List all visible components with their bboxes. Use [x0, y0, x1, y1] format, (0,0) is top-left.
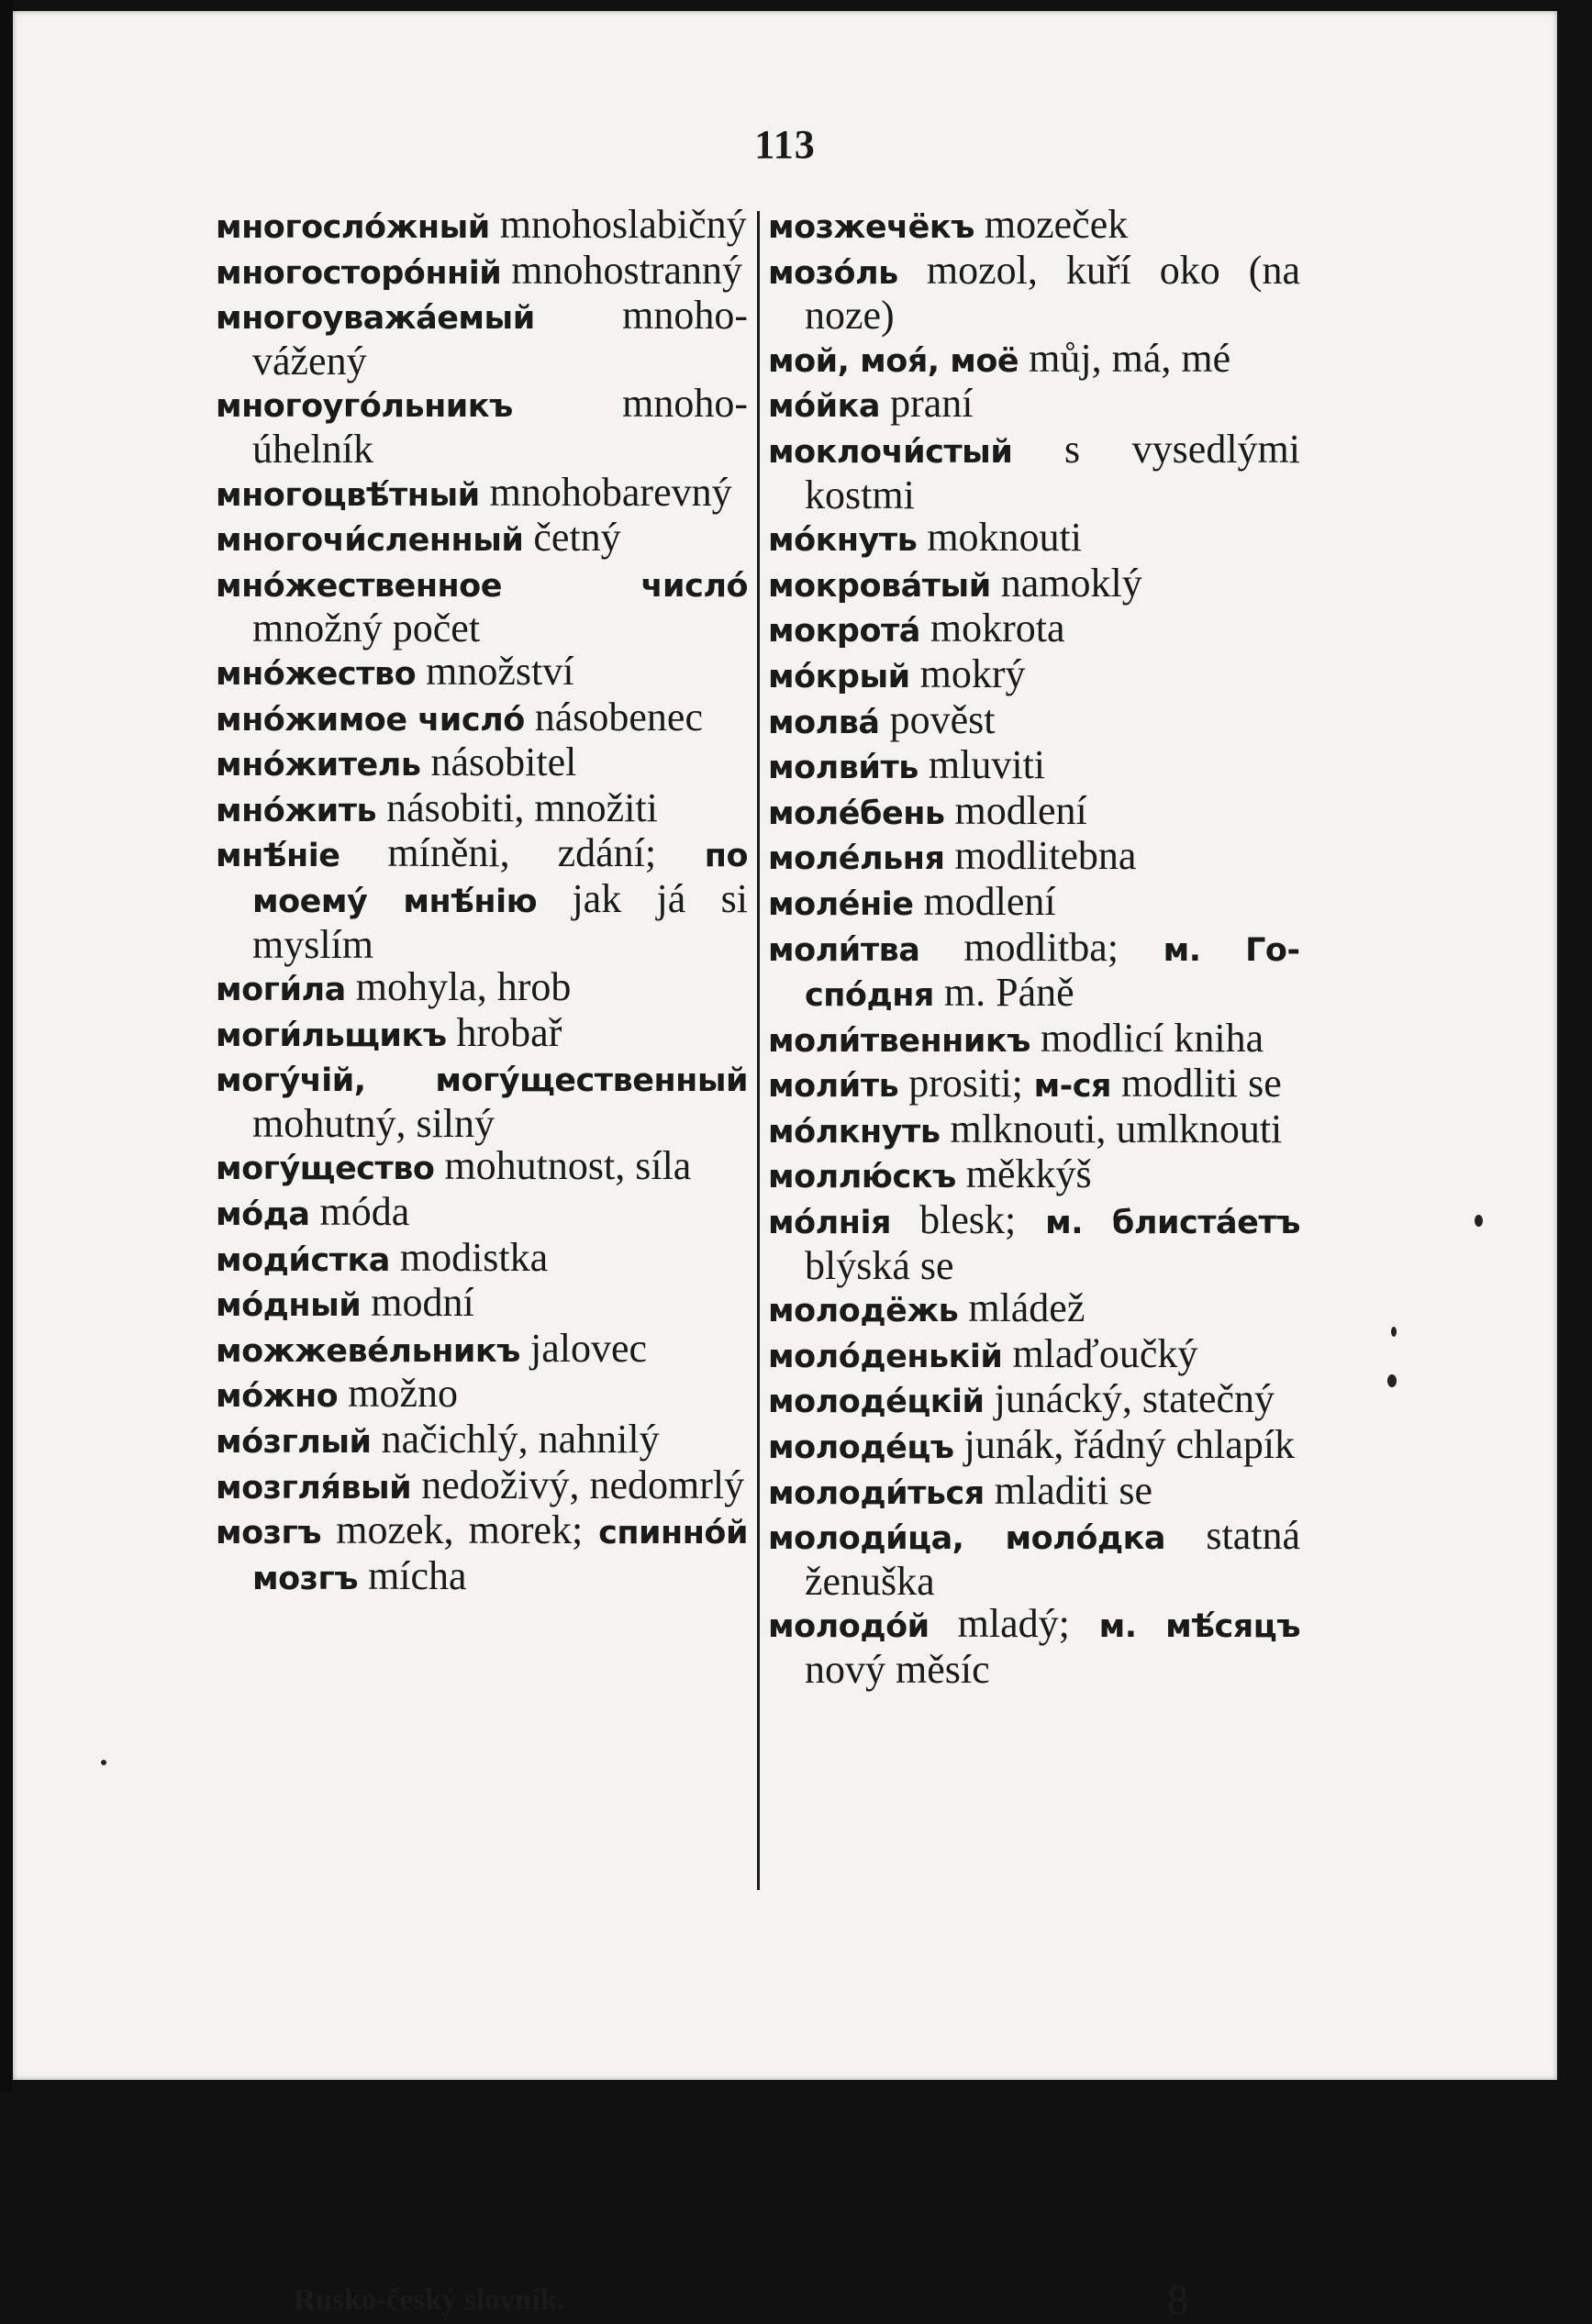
entry-translation: násobitel [420, 739, 577, 785]
entry-headword: мо́лкнуть [768, 1113, 941, 1151]
entry-headword: мно́житель [216, 747, 421, 784]
entry-translation: můj, má, mé [1019, 335, 1231, 381]
dictionary-entry [768, 562, 1300, 608]
entry-headword: мо́дный [216, 1287, 362, 1325]
entry-subtranslation: nový měsíc [805, 1647, 990, 1692]
entry-translation: mnohoslabičný [489, 202, 747, 247]
entry-headword: моле́льня [768, 840, 945, 878]
entry-translation: statná ženuška [805, 1513, 1300, 1604]
entry-translation: měkkýš [955, 1151, 1092, 1197]
entry-headword: могу́чiй, могу́щественный [216, 1062, 748, 1100]
dictionary-entry [216, 247, 748, 295]
dictionary-entry [216, 1234, 748, 1283]
entry-headword: многоуго́льникъ [216, 388, 513, 426]
scan-speck [1475, 1215, 1483, 1227]
entry-translation: množný počet [252, 606, 481, 651]
dictionary-entry [768, 1062, 1300, 1108]
entry-translation: míněni, zdání; [340, 830, 657, 876]
entry-translation: jalovec [519, 1325, 648, 1371]
entry-translation: množství [416, 648, 574, 694]
entry-headword: мозо́ль [768, 254, 898, 292]
scan-speck [101, 1760, 106, 1765]
entry-translation: mozek, morek; [321, 1507, 584, 1553]
dictionary-entry [768, 1199, 1300, 1287]
dictionary-entry [216, 1145, 748, 1191]
entry-translation: s vysedlými kostmi [805, 426, 1300, 517]
entry-headword: молодёжь [768, 1293, 959, 1330]
dictionary-entry [768, 650, 1300, 699]
entry-headword: мо́зглый [216, 1424, 372, 1462]
entry-headword: мно́жество [216, 655, 417, 693]
scan-speck [1391, 1327, 1397, 1337]
dictionary-entry [216, 469, 748, 517]
scan-speck [1387, 1374, 1397, 1387]
entry-headword: мо́кнуть [768, 522, 918, 560]
entry-headword: многосло́жный [216, 209, 490, 246]
dictionary-entry [216, 517, 748, 562]
dictionary-entry [216, 832, 748, 966]
dictionary-entry [768, 1515, 1300, 1603]
entry-translation: možno [338, 1371, 458, 1417]
book-page [13, 11, 1557, 2323]
entry-headword: мокрота́ [768, 613, 920, 650]
entry-headword: мо́жно [216, 1378, 339, 1416]
dictionary-entry [768, 1017, 1300, 1063]
entry-subtranslation: modliti se [1110, 1061, 1282, 1106]
entry-subheadword: спинно́й мозгъ [252, 1515, 748, 1597]
entry-translation: modní [361, 1280, 474, 1326]
dictionary-entry [216, 295, 748, 383]
entry-headword: моди́стка [216, 1241, 390, 1279]
entry-headword: многочи́сленный [216, 522, 524, 560]
dictionary-entry [768, 247, 1300, 339]
dictionary-entry [216, 1057, 748, 1145]
entry-headword: моле́нiе [768, 885, 914, 923]
entry-headword: можжеве́льникъ [216, 1332, 520, 1370]
entry-subtranslation: jak já si myslím [252, 875, 749, 967]
dictionary-entry [216, 1509, 748, 1600]
entry-translation: prositi; [898, 1061, 1023, 1106]
dictionary-entry [768, 1603, 1300, 1691]
entry-headword: мозжечёкъ [768, 209, 974, 246]
entry-headword: мно́жимое число́ [216, 701, 525, 739]
scan-edge [0, 0, 13, 2092]
page-number: 113 [754, 122, 816, 167]
dictionary-entry [768, 1108, 1300, 1154]
dictionary-entry [768, 878, 1300, 927]
entry-translation: modlení [944, 787, 1087, 833]
dictionary-entry [216, 1191, 748, 1237]
dictionary-entry [768, 835, 1300, 881]
entry-translation: modistka [389, 1234, 549, 1280]
entry-translation: modlení [913, 878, 1056, 924]
dictionary-entry [768, 696, 1300, 745]
entry-headword: мокрова́тый [768, 567, 991, 605]
entry-headword: многоцвѣ́тный [216, 476, 480, 514]
entry-translation: moknouti [917, 515, 1083, 561]
entry-headword: могу́щество [216, 1151, 435, 1188]
dictionary-entry [216, 383, 748, 471]
entry-translation: mokrý [909, 650, 1026, 696]
entry-headword: многоуважа́емый [216, 300, 535, 338]
dictionary-entry [768, 204, 1300, 250]
dictionary-entry [216, 966, 748, 1012]
column-divider [757, 211, 760, 1890]
entry-translation: móda [309, 1189, 410, 1235]
dictionary-entry [216, 204, 748, 250]
entry-headword: мозгъ [216, 1515, 322, 1552]
entry-headword: мо́лнiя [768, 1205, 891, 1242]
entry-headword: молоди́ца, моло́дка [768, 1520, 1165, 1558]
dictionary-entry [768, 1330, 1300, 1379]
entry-translation: blesk; [890, 1197, 1017, 1243]
entry-translation: mokrota [919, 606, 1065, 651]
entry-headword: моги́льщикъ [216, 1017, 447, 1054]
entry-translation: mnohovážený [252, 293, 748, 384]
entry-translation: namoklý [990, 560, 1142, 606]
right-column [768, 204, 1300, 1692]
entry-headword: мо́да [216, 1196, 310, 1234]
entry-translation: mlaďoučký [1002, 1330, 1198, 1376]
entry-headword: моги́ла [216, 972, 346, 1009]
entry-translation: modlicí kniha [1030, 1015, 1264, 1061]
entry-translation: násobenec [524, 694, 703, 739]
entry-headword: мо́крый [768, 658, 910, 695]
dictionary-entry [768, 787, 1300, 836]
entry-headword: молодо́й [768, 1608, 930, 1646]
entry-headword: моло́денькiй [768, 1338, 1003, 1375]
entry-headword: моллю́скъ [768, 1159, 956, 1196]
entry-subheadword: м. Госпо́дня [805, 931, 1300, 1015]
left-column [216, 204, 748, 1600]
dictionary-entry [768, 383, 1300, 428]
entry-translation: hrobař [446, 1009, 562, 1055]
dictionary-entry [216, 1464, 748, 1510]
entry-translation: mnohoúhelník [252, 381, 748, 472]
dictionary-entry [768, 1467, 1300, 1516]
dictionary-entry [216, 1418, 748, 1464]
entry-headword: молви́ть [768, 750, 918, 787]
dictionary-entry [768, 1287, 1300, 1333]
dictionary-entry [216, 784, 748, 833]
dictionary-entry [768, 607, 1300, 653]
entry-headword: мой, моя́, моё [768, 342, 1019, 380]
dictionary-entry [216, 562, 748, 650]
entry-translation: praní [880, 381, 974, 427]
entry-subheadword: по моему́ мнѣ́нiю [252, 838, 748, 920]
entry-subtranslation: mícha [358, 1552, 467, 1598]
dictionary-entry [768, 335, 1300, 384]
dictionary-entry [768, 744, 1300, 790]
entry-subheadword: м. мѣ́сяцъ [1069, 1608, 1301, 1646]
entry-subheadword: м-ся [1022, 1068, 1111, 1106]
entry-headword: мно́жить [216, 792, 377, 829]
entry-translation: mnohobarevný [479, 469, 732, 515]
dictionary-entry [768, 1424, 1300, 1470]
entry-translation: mohutný, silný [252, 1100, 495, 1146]
entry-subtranslation: m. Páně [933, 970, 1074, 1016]
entry-headword: молоди́ться [768, 1474, 985, 1512]
entry-headword: моли́твенникъ [768, 1022, 1030, 1060]
dictionary-entry [768, 517, 1300, 562]
entry-translation: mládež [958, 1285, 1085, 1331]
entry-translation: mladiti se [984, 1467, 1153, 1513]
entry-headword: молва́ [768, 704, 880, 741]
entry-translation: četný [523, 515, 621, 561]
entry-subheadword: м. блиста́етъ [1016, 1205, 1300, 1242]
dictionary-entry [768, 428, 1300, 517]
dictionary-entry [216, 1282, 748, 1328]
entry-subtranslation: blýská se [805, 1242, 954, 1288]
entry-translation: mladý; [929, 1601, 1070, 1647]
entry-headword: мозгля́вый [216, 1469, 412, 1507]
dictionary-entry [216, 1009, 748, 1058]
entry-translation: mnohostranný [501, 247, 742, 293]
entry-translation: mozeček [974, 202, 1129, 247]
entry-translation: mohyla, hrob [345, 964, 572, 1010]
entry-headword: моклочи́стый [768, 433, 1013, 471]
entry-headword: моли́тва [768, 931, 920, 969]
entry-headword: мнѣ́нiе [216, 838, 340, 875]
entry-translation: nedoživý, nedomrlý [411, 1462, 745, 1507]
entry-translation: načichlý, nahnilý [371, 1417, 660, 1462]
entry-headword: моли́ть [768, 1068, 899, 1106]
entry-headword: молоде́цкiй [768, 1384, 985, 1421]
entry-translation: mluviti [918, 742, 1046, 788]
footer-signature-number: 8 [1167, 2276, 1188, 2323]
footer-book-title: Rusko-český slovník. [294, 2284, 565, 2317]
dictionary-entry [216, 741, 748, 787]
entry-headword: моле́бень [768, 795, 945, 832]
dictionary-entry [768, 1378, 1300, 1424]
entry-translation: mozol, kuří oko (na noze) [805, 247, 1300, 339]
entry-translation: modlitba; [919, 924, 1119, 970]
entry-translation: junácký, statečný [984, 1376, 1275, 1422]
entry-headword: молоде́цъ [768, 1429, 954, 1467]
entry-translation: pověst [879, 696, 996, 742]
dictionary-entry [216, 1325, 748, 1373]
entry-headword: мо́йка [768, 388, 881, 426]
dictionary-entry [768, 924, 1300, 1017]
entry-translation: mlknouti, umlknouti [940, 1106, 1283, 1151]
dictionary-entry [216, 1373, 748, 1418]
entry-translation: násobiti, množiti [376, 784, 658, 830]
dictionary-entry [216, 696, 748, 742]
entry-headword: мно́жественное число́ [216, 567, 748, 605]
dictionary-entry [216, 650, 748, 696]
entry-translation: junák, řádný chlapík [953, 1422, 1296, 1468]
entry-translation: mohutnost, síla [434, 1143, 692, 1189]
dictionary-entry [768, 1153, 1300, 1199]
entry-translation: modlitebna [944, 833, 1137, 879]
entry-headword: многосторо́ннiй [216, 254, 502, 292]
